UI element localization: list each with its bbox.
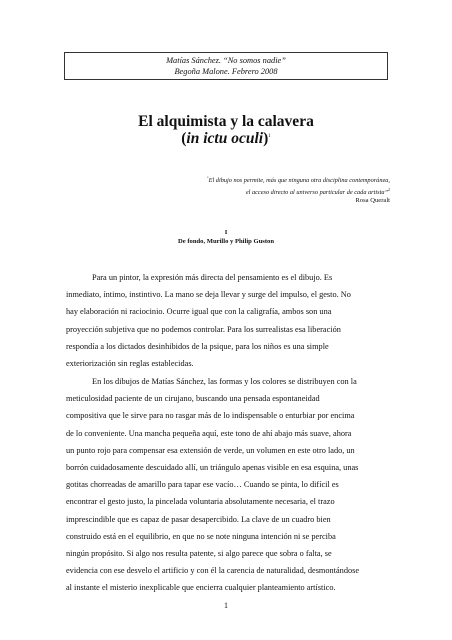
paragraph-line: Para un pintor, la expresión más directa del pensamiento es el dibujo. Es	[92, 273, 333, 282]
header-line-1: Matías Sánchez. “No somos nadie”	[166, 56, 286, 65]
paragraph-line: un punto rojo para compensar esa extensión de verde, un volumen en este otro lado, un	[66, 445, 355, 455]
paragraph-line: imprescindible que es capaz de pasar desapercibido. La clave de un cuadro bien	[66, 514, 331, 524]
paragraph-line: respondía a los dictados desinhibidos de la psique, para los niños es una simple	[66, 341, 329, 351]
epigraph-line-2: el acceso directo al universo particular de cada artista”$^2$	[245, 187, 390, 197]
paragraph-line: gotitas chorreadas de amarillo para tapar ese vacío… Cuando se pinta, lo difícil es	[66, 480, 339, 490]
epigraph-author: Rosa Queralt	[355, 197, 390, 204]
paragraph-2	[66, 373, 386, 596]
paragraph-1	[66, 269, 386, 372]
paragraph-line: proyección subjetiva que no podemos controlar. Para los surrealistas esa liberación	[66, 324, 341, 334]
paragraph-line: meticulosidad paciente de un cirujano, buscando una pensada espontaneidad	[66, 394, 320, 404]
paragraph-line: al instante el misterio inexplicable que encierra cualquier planteamiento artístico.	[66, 583, 336, 593]
paragraph-line: ningún propósito. Si algo nos resulta patente, si algo parece que sobra o falta, se	[66, 548, 332, 558]
paragraph-line: En los dibujos de Matías Sánchez, las formas y los colores se distribuyen con la	[92, 377, 357, 386]
paragraph-line: de lo conveniente. Una mancha pequeña aquí, este tono de ahí abajo más suave, ahora	[66, 428, 352, 438]
header-box	[64, 52, 388, 80]
paragraph-line: evidencia con ese desvelo el artificio y con él la carencia de naturalidad, desmontándose	[66, 566, 360, 576]
epigraph-footnote-mark: 2	[388, 187, 390, 193]
header-line-2: Begoña Malone. Febrero 2008	[174, 67, 278, 76]
epigraph-line-1: “El dibujo nos permite, más que ninguna otra disciplina contemporánea,	[206, 175, 390, 185]
epigraph-open-mark: “	[206, 175, 209, 180]
paragraph-line: inmediato, íntimo, instintivo. La mano se deja llevar y surge del impulso, el gesto. No	[66, 290, 351, 300]
section-number: I	[224, 229, 228, 236]
title-paren-close: )	[263, 130, 269, 147]
page-number: 1	[224, 601, 228, 610]
paragraph-line: borrón cuidadosamente descuidado allí, un triángulo apenas visible en esa esquina, unas	[66, 462, 359, 472]
title-footnote-mark: 1	[268, 134, 271, 139]
title-italic: in ictu oculi	[186, 130, 264, 147]
section-title: De fondo, Murillo y Philip Guston	[178, 238, 274, 245]
paragraph-line: construido está en el equilibrio, en que no se note ninguna intención ni se perciba	[66, 531, 336, 541]
title-line-1: El alquimista y la calavera	[138, 113, 314, 130]
paragraph-line: compositiva que le sirve para no rasgar más de lo indispensable o enturbiar por encima	[66, 411, 355, 421]
title-paren-open: (	[181, 130, 187, 147]
paragraph-line: exteriorización sin reglas establecidas.	[66, 358, 194, 368]
paragraph-line: encontrar el gesto justo, la pincelada voluntaria absolutamente necesaria, el trazo	[66, 497, 335, 507]
epigraph-quote	[130, 173, 390, 197]
title-line-2	[0, 130, 452, 148]
paragraph-line: hay elaboración ni raciocinio. Ocurre igual que con la caligrafía, ambos son una	[66, 307, 332, 317]
